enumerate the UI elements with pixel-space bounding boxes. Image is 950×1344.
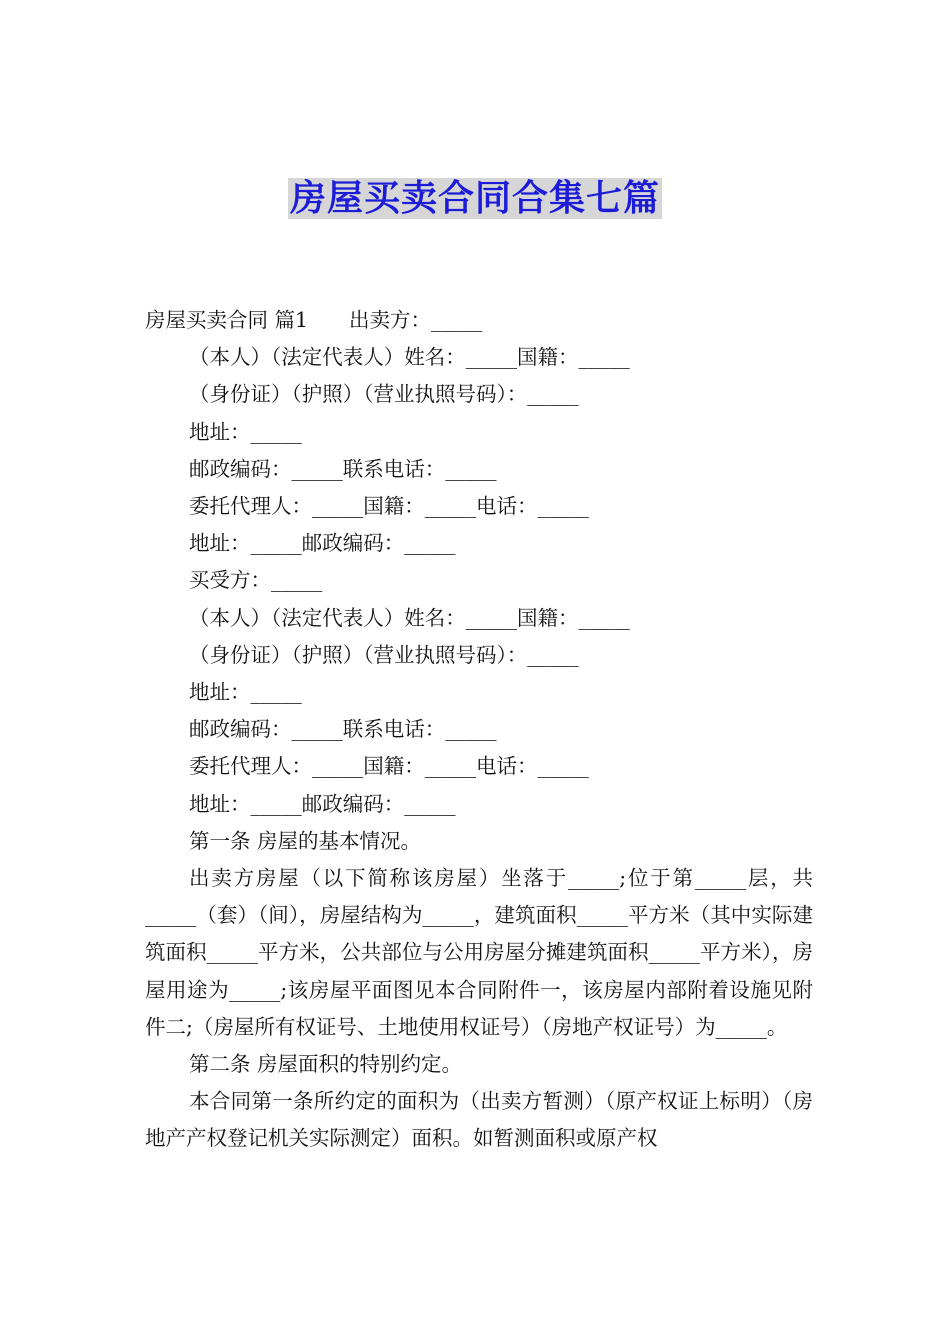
- seller-name-line: （本人）（法定代表人）姓名：_____国籍：_____: [189, 345, 630, 370]
- title-text: 房屋买卖合同合集七篇: [289, 178, 660, 219]
- document-title: [0, 172, 950, 226]
- buyer-address-line: 地址：_____: [189, 680, 302, 705]
- buyer-line: 买受方：_____: [189, 568, 323, 593]
- contract-heading-line: 房屋买卖合同 篇1 出卖方：_____: [145, 308, 483, 332]
- buyer-id-line: （身份证）（护照）（营业执照号码）：_____: [189, 642, 579, 667]
- buyer-name-line: （本人）（法定代表人）姓名：_____国籍：_____: [189, 605, 630, 630]
- article-2-heading: 第二条 房屋面积的特别约定。: [189, 1052, 463, 1077]
- seller-address-line: 地址：_____: [189, 419, 302, 444]
- buyer-agent-line: 委托代理人：_____国籍：_____电话：_____: [189, 754, 589, 779]
- seller-agent-line: 委托代理人：_____国籍：_____电话：_____: [189, 494, 589, 519]
- article-1-paragraph: 出卖方房屋（以下简称该房屋）坐落于_____;位于第_____层，共_____（套）（间），房屋结构为_____，建筑面积_____平方米（其中实际建筑面积_____平方米，公共部位与公用房屋分摊建筑面积_____平方米），房屋用途为_____;该房屋平面图见本合同附件一，该房屋内部附着设施见附件二;（房屋所有权证号、土地使用权证号）（房地产权证号）为_____。: [145, 866, 813, 1039]
- seller-postcode-line: 邮政编码：_____联系电话：_____: [189, 456, 497, 481]
- buyer-postcode-line: 邮政编码：_____联系电话：_____: [189, 717, 497, 742]
- article-2-paragraph: 本合同第一条所约定的面积为（出卖方暂测）（原产权证上标明）（房地产产权登记机关实际测定）面积。如暂测面积或原产权: [145, 1089, 813, 1151]
- contract-body: [145, 302, 813, 1158]
- buyer-agent-address-line: 地址：_____邮政编码：_____: [189, 791, 456, 816]
- seller-id-line: （身份证）（护照）（营业执照号码）：_____: [189, 382, 579, 407]
- article-1-heading: 第一条 房屋的基本情况。: [189, 828, 422, 853]
- seller-agent-address-line: 地址：_____邮政编码：_____: [189, 531, 456, 556]
